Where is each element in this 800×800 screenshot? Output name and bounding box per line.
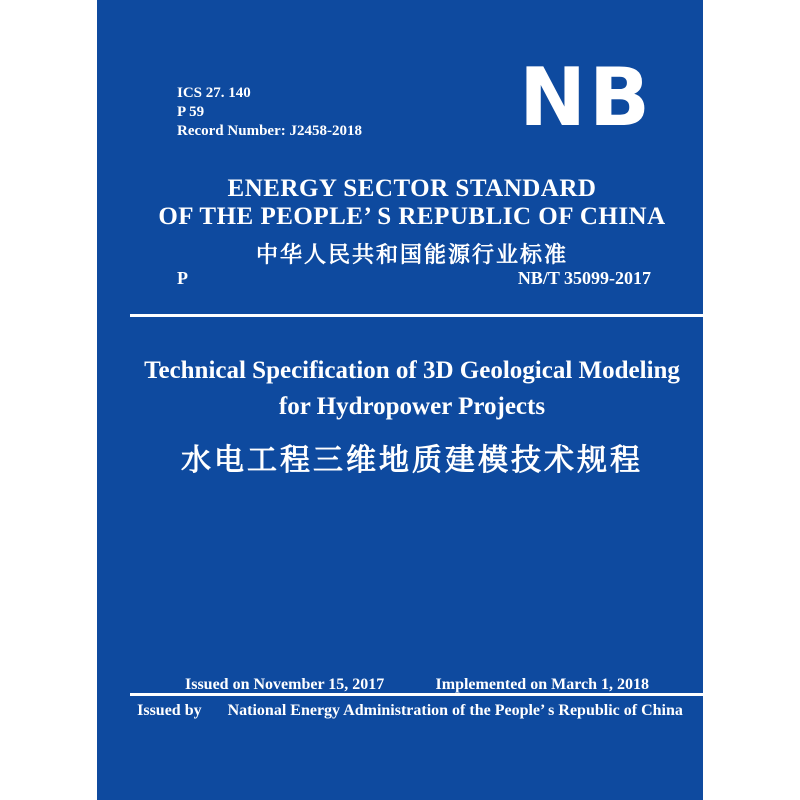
standard-type-en-line2: OF THE PEOPLE’ S REPUBLIC OF CHINA — [158, 203, 666, 230]
standard-number: NB/T 35099-2017 — [517, 268, 651, 288]
standard-cover — [97, 0, 703, 800]
issuer-row — [107, 702, 713, 720]
title-english-line1: Technical Specification of 3D Geological Modeling — [144, 357, 680, 384]
ics-code: ICS 27. 140 — [177, 85, 251, 101]
dates-row — [185, 676, 649, 694]
issued-by-label: Issued by — [137, 702, 202, 719]
title-chinese: 水电工程三维地质建模技术规程 — [181, 444, 643, 477]
divider-bottom — [130, 693, 703, 696]
ics-block — [177, 84, 362, 141]
standard-type-chinese: 中华人民共和国能源行业标准 — [255, 242, 568, 267]
standard-type-en-line1: ENERGY SECTOR STANDARD — [227, 175, 597, 202]
issued-date: Issued on November 15, 2017 — [185, 676, 385, 693]
code-row — [177, 268, 651, 289]
title-block — [109, 353, 715, 479]
implemented-date: Implemented on March 1, 2018 — [435, 676, 649, 693]
classification-letter: P — [177, 268, 188, 288]
divider-top — [130, 314, 703, 317]
record-number: Record Number: J2458-2018 — [177, 123, 362, 139]
classification-code: P 59 — [177, 104, 205, 120]
title-english-line2: for Hydropower Projects — [278, 393, 546, 420]
standard-header — [109, 175, 715, 269]
issuer-name: National Energy Administration of the People’ s Republic of China — [227, 702, 683, 719]
nb-logo: NB — [519, 51, 653, 144]
